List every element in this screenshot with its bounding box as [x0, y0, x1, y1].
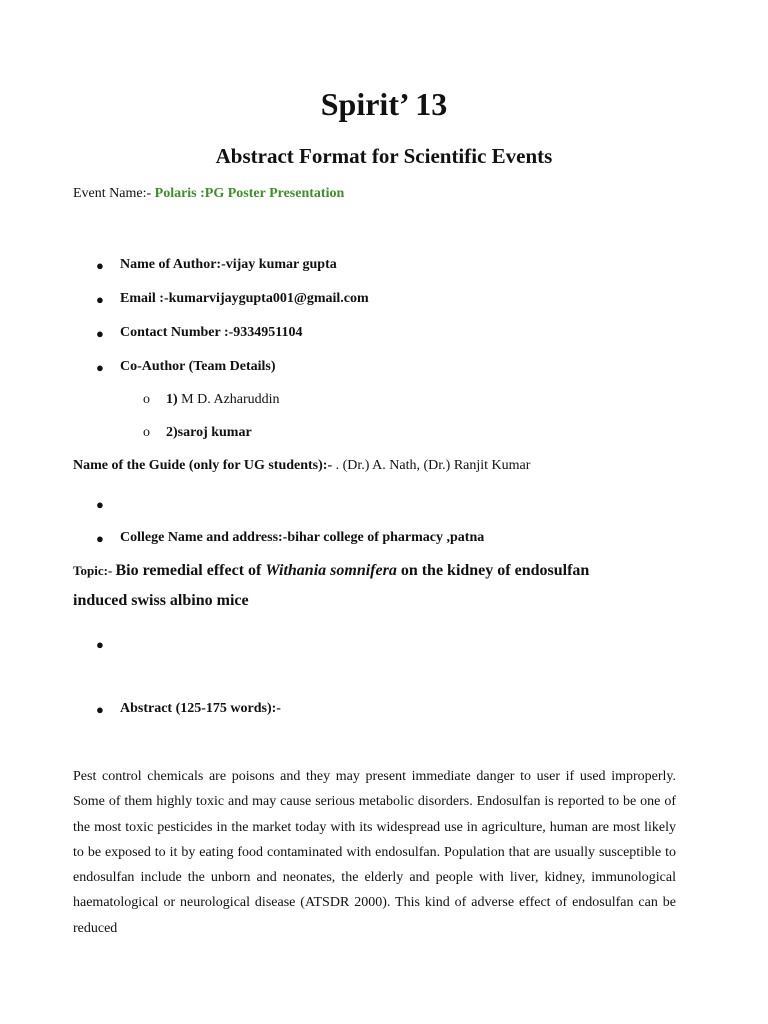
topic-line-2: induced swiss albino mice — [73, 592, 249, 609]
topic-label: Topic:- — [73, 563, 116, 578]
guide-line — [73, 458, 530, 474]
bullet-icon: ● — [96, 292, 104, 307]
hollow-circle-bullet-icon: o — [143, 425, 150, 440]
coauthor-item — [166, 425, 252, 441]
topic-species: Withania somnifera — [265, 562, 397, 579]
coauthor-item — [166, 392, 280, 408]
author-name: Name of Author:-vijay kumar gupta — [120, 257, 337, 272]
topic-line — [73, 562, 589, 580]
topic-text-pre: Bio remedial effect of — [115, 562, 266, 579]
document-subtitle: Abstract Format for Scientific Events — [215, 144, 553, 168]
event-name-value: Polaris :PG Poster Presentation — [154, 186, 345, 201]
bullet-icon: ● — [96, 326, 104, 341]
document-title: Spirit’ 13 — [320, 86, 448, 122]
topic-text-post: on the kidney of endosulfan — [396, 562, 590, 579]
contact-number: Contact Number :-9334951104 — [120, 325, 303, 340]
event-name-label: Event Name:- — [73, 186, 155, 201]
college-line: College Name and address:-bihar college of pharmacy ,patna — [120, 530, 485, 545]
abstract-heading: Abstract (125-175 words):- — [120, 701, 281, 716]
guide-value: . (Dr.) A. Nath, (Dr.) Ranjit Kumar — [332, 458, 531, 473]
author-email: Email :-kumarvijaygupta001@gmail.com — [120, 291, 369, 306]
coauthor-heading: Co-Author (Team Details) — [120, 359, 276, 374]
guide-label: Name of the Guide (only for UG students):- — [73, 458, 333, 473]
coauthor-name: M D. Azharuddin — [177, 392, 280, 407]
bullet-icon: ● — [96, 497, 104, 512]
bullet-icon: ● — [96, 531, 104, 546]
event-name-line — [73, 186, 344, 202]
bullet-icon: ● — [96, 360, 104, 375]
coauthor-number: 1) — [166, 392, 178, 407]
hollow-circle-bullet-icon: o — [143, 392, 150, 407]
bullet-icon: ● — [96, 637, 104, 652]
coauthor-number: 2)saroj kumar — [166, 425, 252, 440]
bullet-icon: ● — [96, 702, 104, 717]
bullet-icon: ● — [96, 258, 104, 273]
abstract-paragraph: Pest control chemicals are poisons and they may present immediate danger to user if used improperly. Some of them highly toxic and may cause serious metabolic disorders. Endosulfan is reported to be one of the most toxic pesticides in the market today with its widespread use in agriculture, human are most likely to be exposed to it by eating food contaminated with endosulfan. Population that are usually susceptible to endosulfan include the unborn and neonates, the elderly and people with liver, kidney, immunological haematological or neurological disease (ATSDR 2000). This kind of adverse effect of endosulfan can be reduced — [73, 769, 676, 936]
